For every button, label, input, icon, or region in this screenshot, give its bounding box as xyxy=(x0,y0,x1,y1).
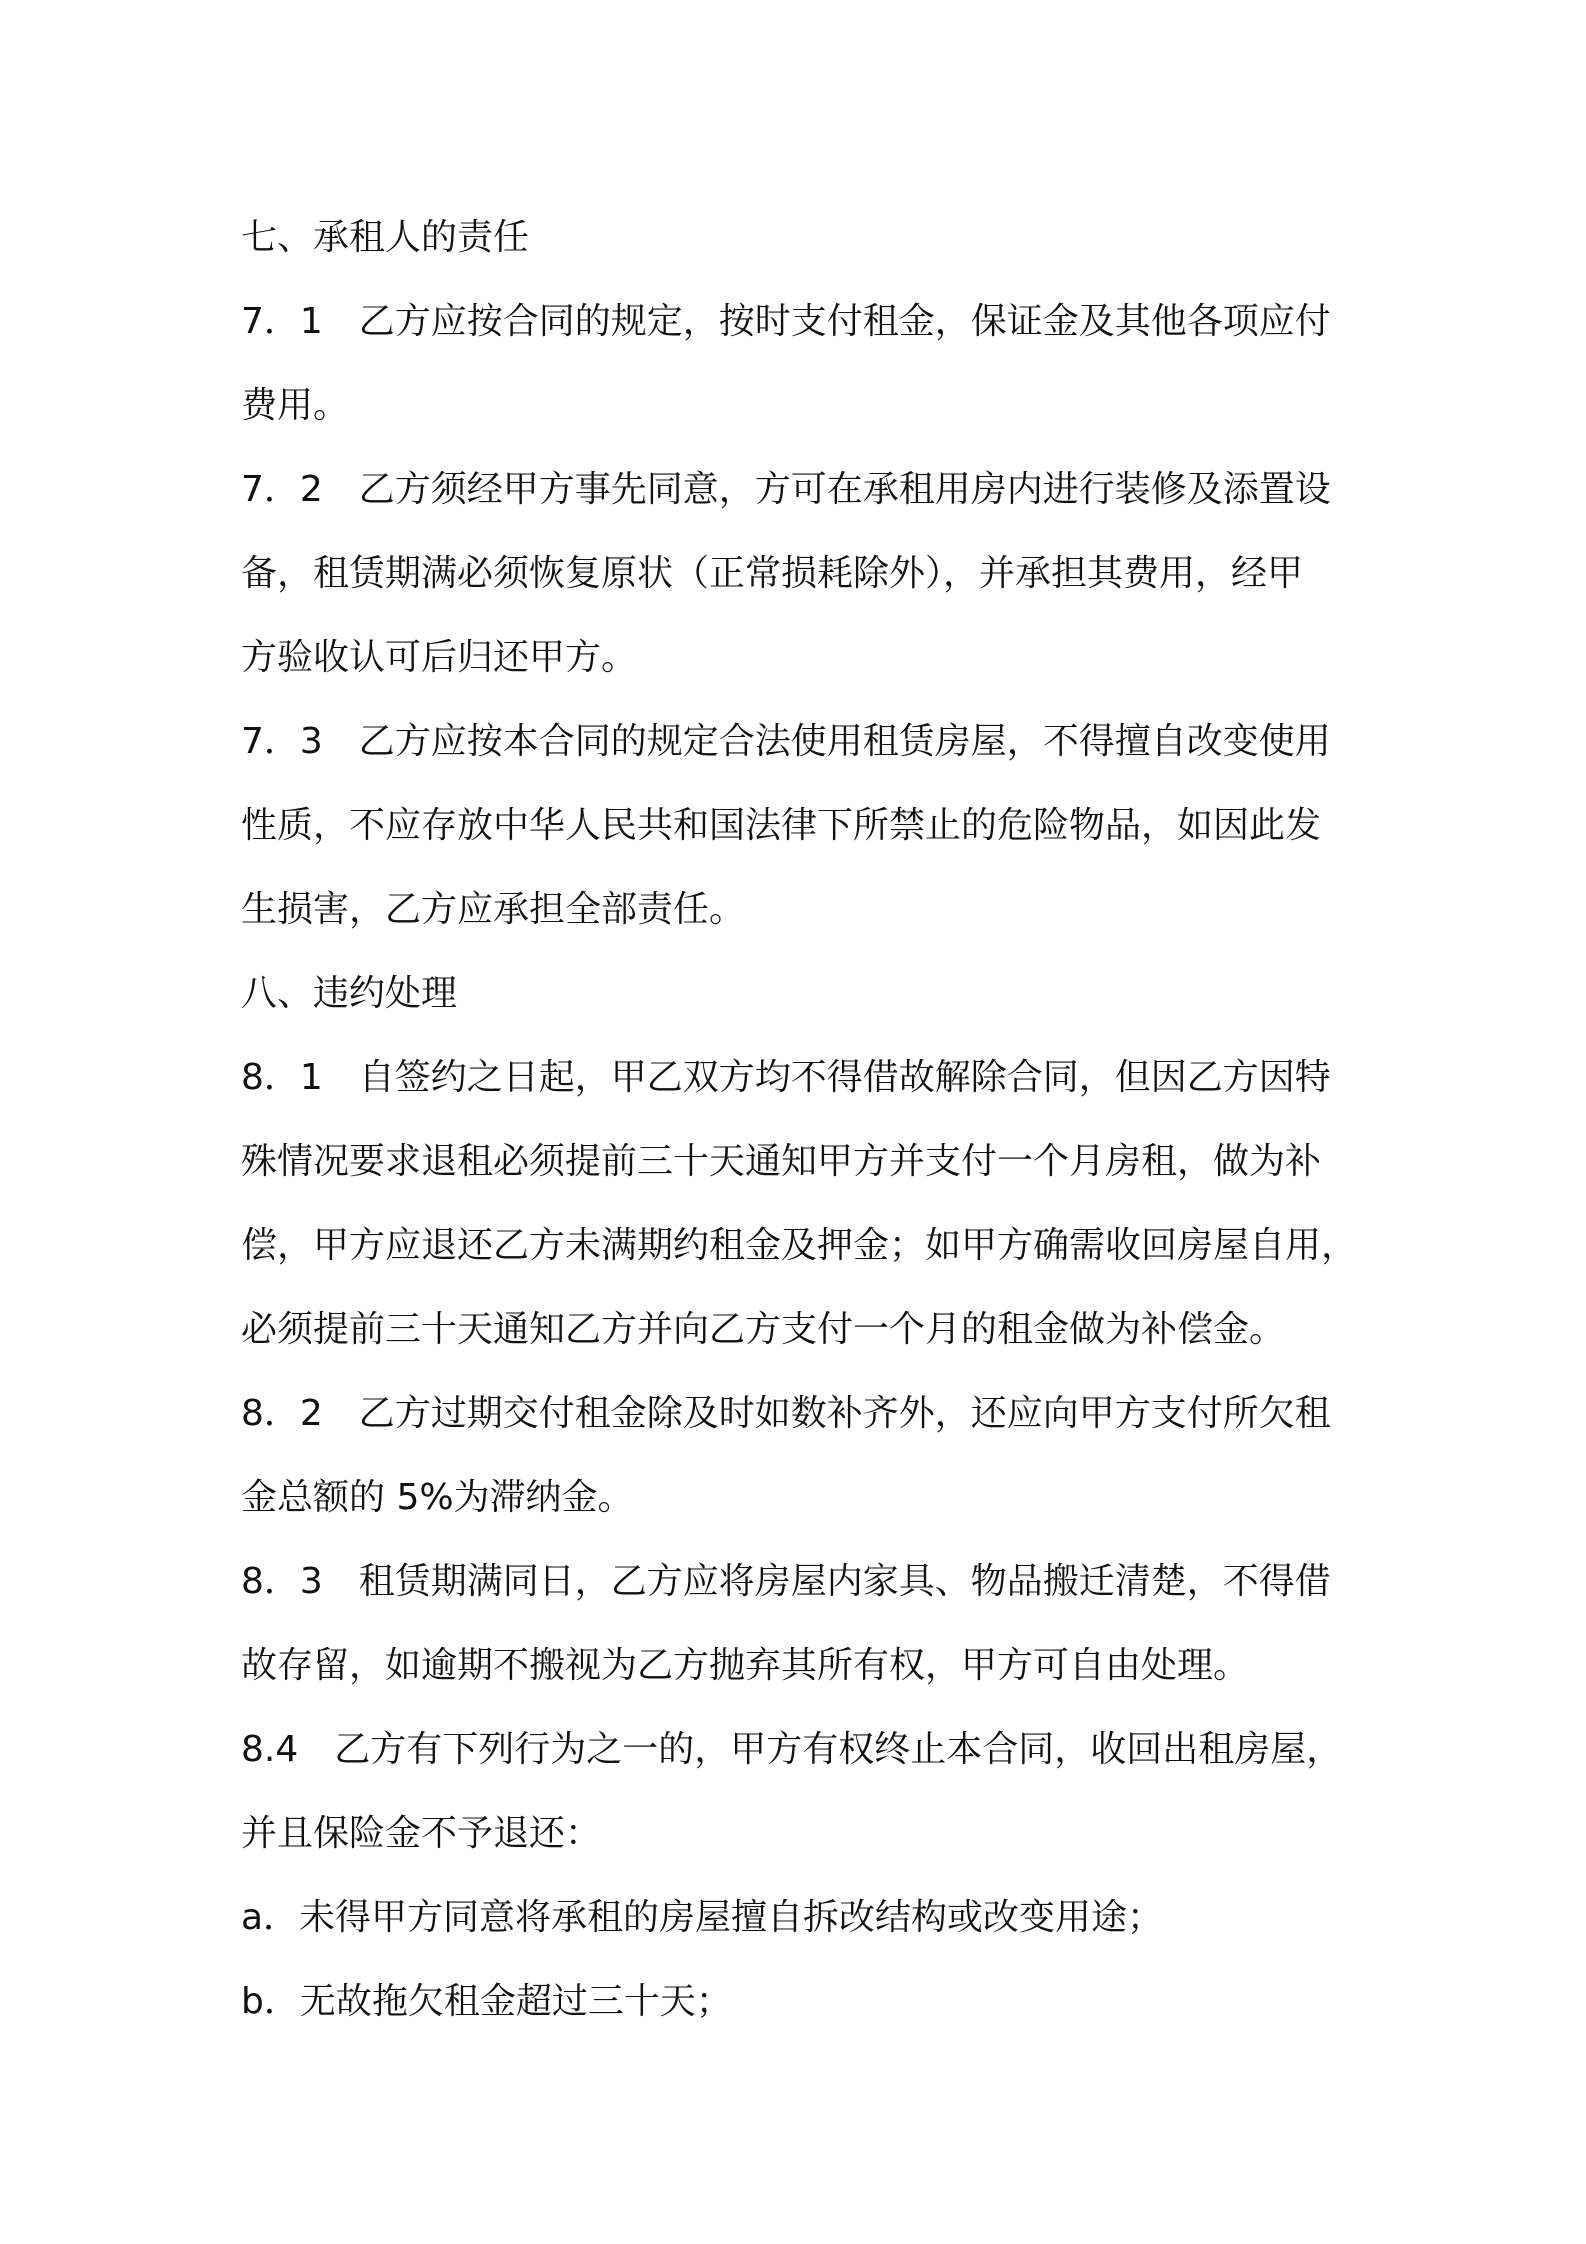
clause-8-2-line-2: 金总额的 5%为滞纳金。 xyxy=(241,1477,634,1518)
section-heading-8: 八、违约处理 xyxy=(241,973,458,1014)
clause-7-1-line-1: 7．1 乙方应按合同的规定，按时支付租金，保证金及其他各项应付 xyxy=(241,301,1331,342)
clause-7-3-line-2: 性质，不应存放中华人民共和国法律下所禁止的危险物品，如因此发 xyxy=(241,805,1322,846)
clause-8-4-item-a: a．未得甲方同意将承租的房屋擅自拆改结构或改变用途； xyxy=(241,1897,1164,1938)
clause-8-1-line-1: 8．1 自签约之日起，甲乙双方均不得借故解除合同，但因乙方因特 xyxy=(241,1057,1331,1098)
clause-8-2-line-1: 8．2 乙方过期交付租金除及时如数补齐外，还应向甲方支付所欠租 xyxy=(241,1393,1331,1434)
clause-8-4-item-b: b．无故拖欠租金超过三十天； xyxy=(241,1981,732,2022)
clause-8-3-line-2: 故存留，如逾期不搬视为乙方抛弃其所有权，甲方可自由处理。 xyxy=(241,1645,1250,1686)
clause-8-3-line-1: 8．3 租赁期满同日，乙方应将房屋内家具、物品搬迁清楚，不得借 xyxy=(241,1561,1331,1602)
clause-7-2-line-3: 方验收认可后归还甲方。 xyxy=(241,637,638,678)
clause-7-1-line-2: 费用。 xyxy=(241,385,350,426)
clause-7-2-line-2: 备，租赁期满必须恢复原状（正常损耗除外），并承担其费用，经甲 xyxy=(241,553,1304,594)
clause-8-1-line-4: 必须提前三十天通知乙方并向乙方支付一个月的租金做为补偿金。 xyxy=(241,1309,1286,1350)
clause-8-1-line-3: 偿，甲方应退还乙方未满期约租金及押金；如甲方确需收回房屋自用， xyxy=(241,1225,1358,1266)
clause-8-4-line-1: 8.4 乙方有下列行为之一的，甲方有权终止本合同，收回出租房屋， xyxy=(241,1729,1343,1770)
clause-7-3-line-3: 生损害，乙方应承担全部责任。 xyxy=(241,889,746,930)
clause-8-4-line-2: 并且保险金不予退还： xyxy=(241,1813,602,1854)
clause-7-3-line-1: 7．3 乙方应按本合同的规定合法使用租赁房屋，不得擅自改变使用 xyxy=(241,721,1331,762)
section-heading-7: 七、承租人的责任 xyxy=(241,217,530,258)
clause-7-2-line-1: 7．2 乙方须经甲方事先同意，方可在承租用房内进行装修及添置设 xyxy=(241,469,1331,510)
clause-8-1-line-2: 殊情况要求退租必须提前三十天通知甲方并支付一个月房租，做为补 xyxy=(241,1141,1322,1182)
document-page xyxy=(241,196,1361,2044)
